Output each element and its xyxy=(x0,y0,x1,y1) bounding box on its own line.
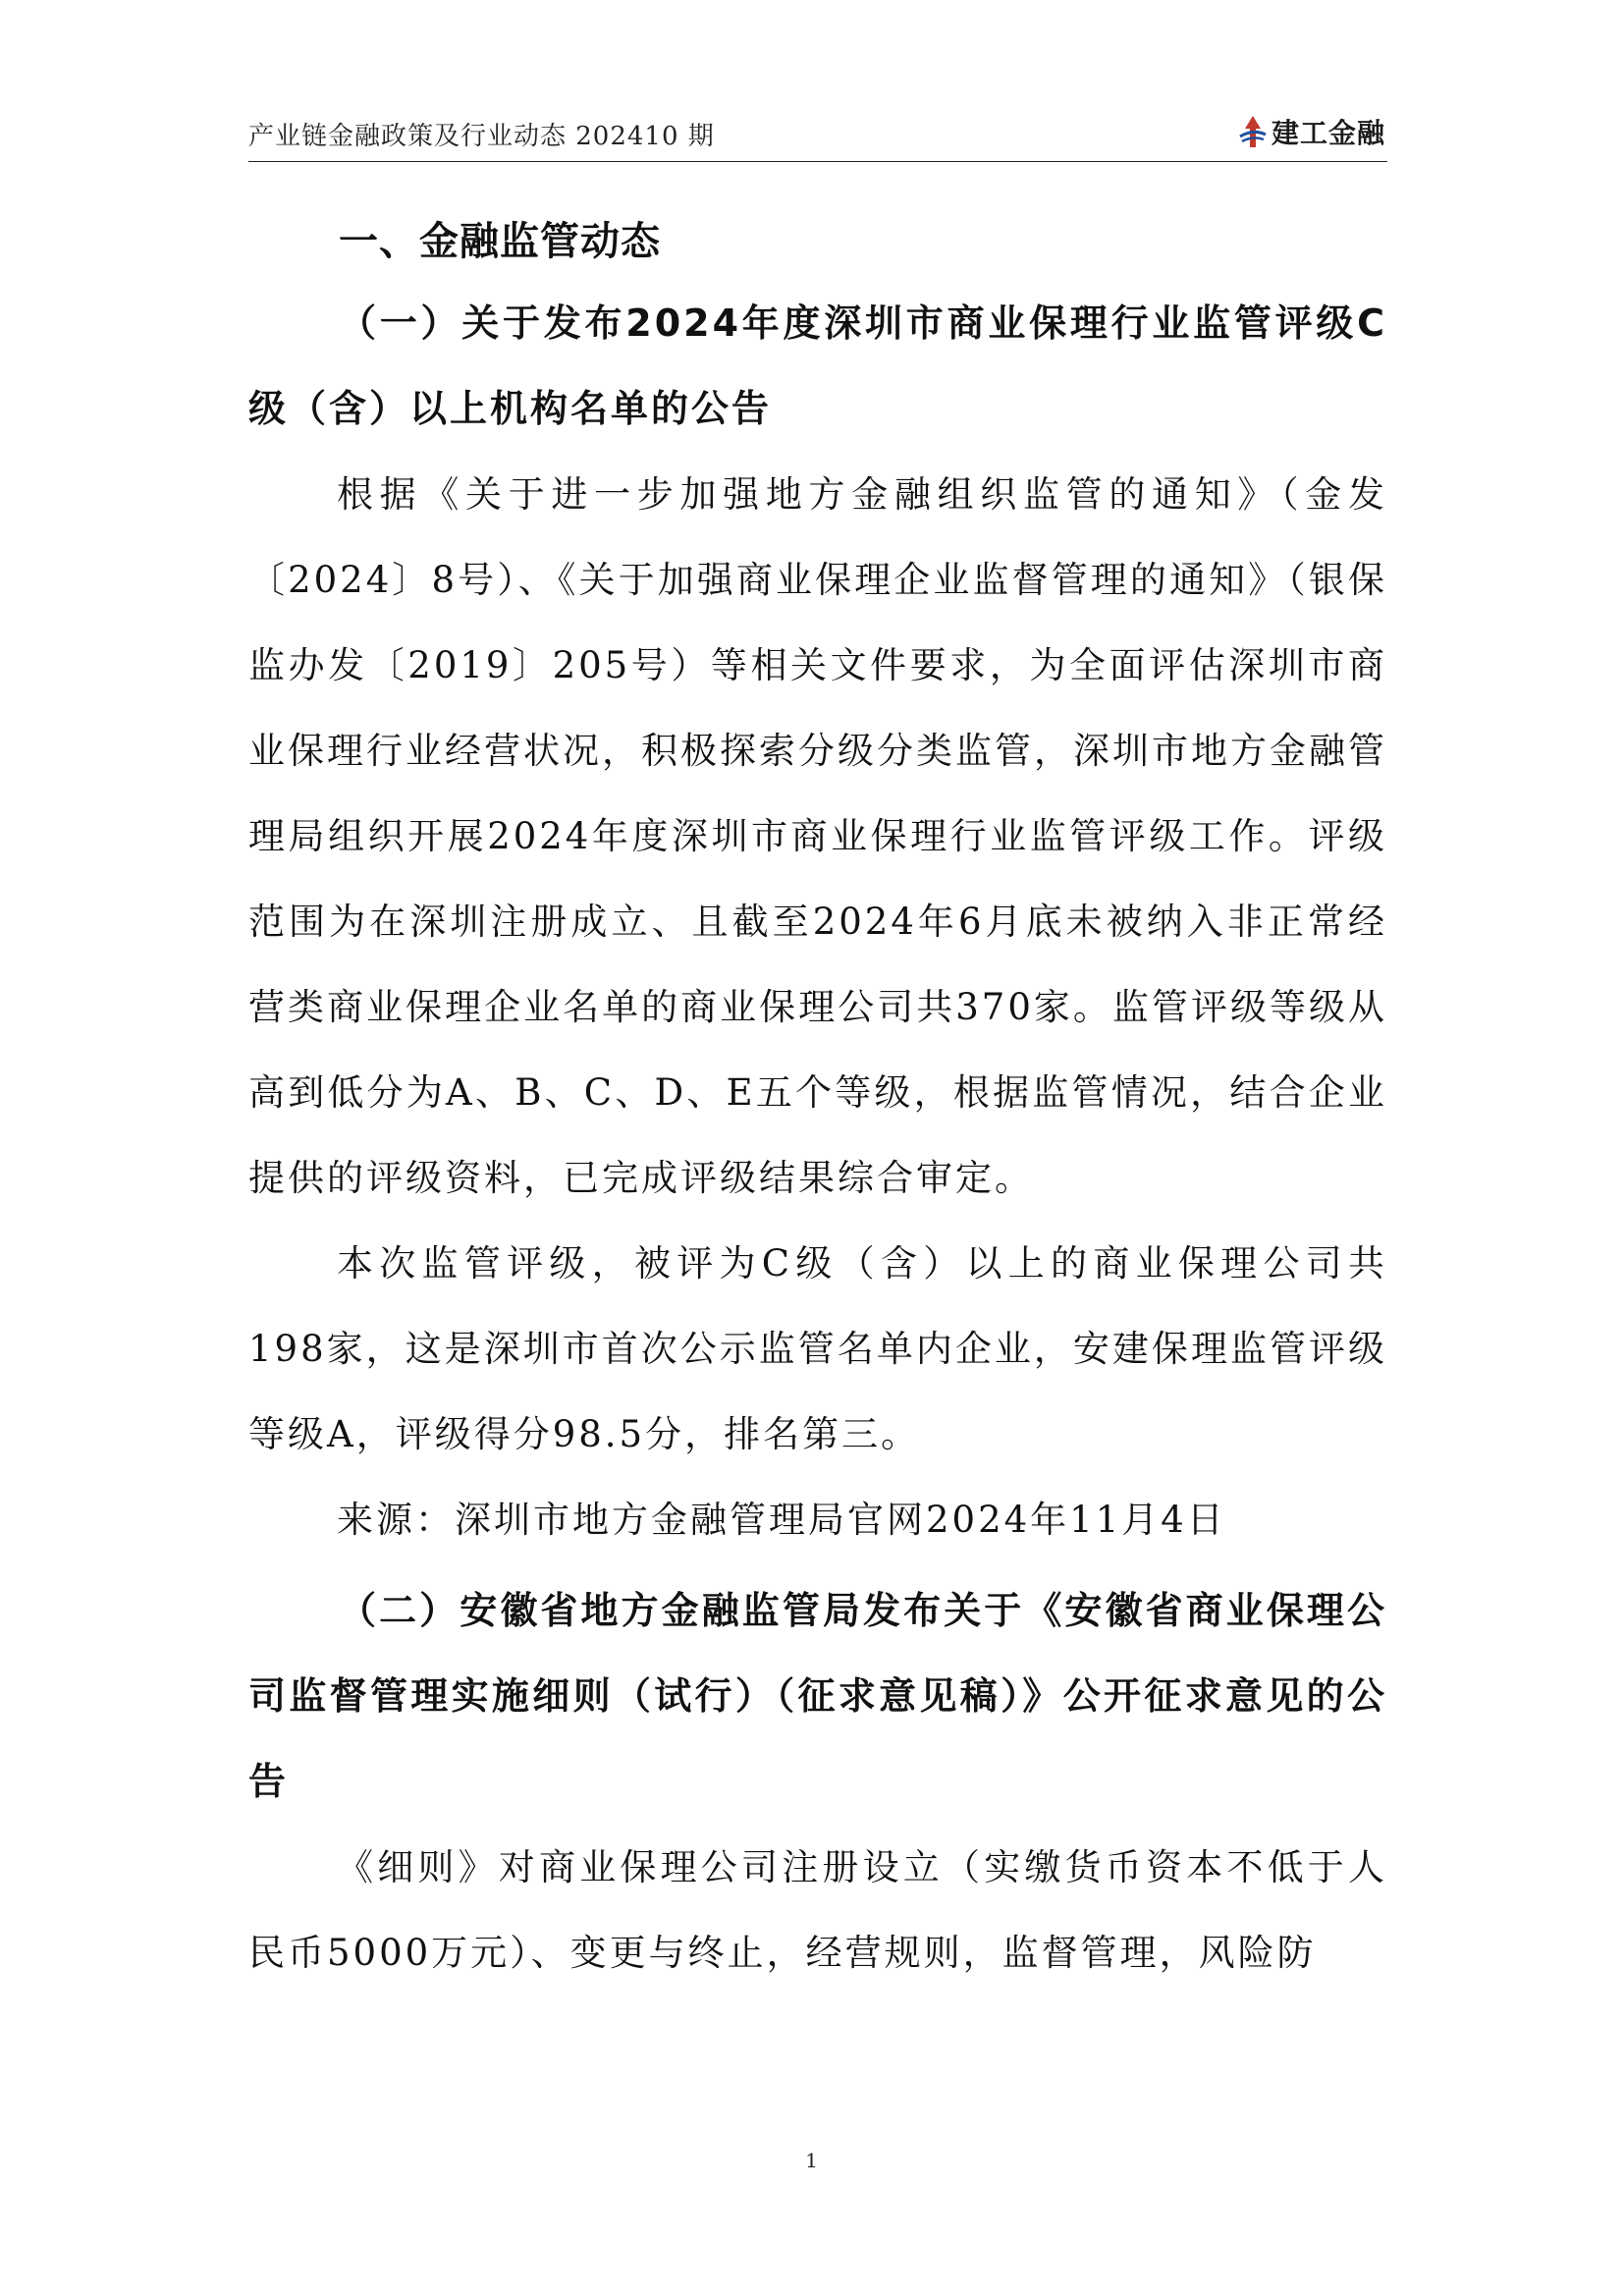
article-1-paragraph-1: 根据《关于进一步加强地方金融组织监管的通知》（金发〔2024〕8号）、《关于加强商业保理企业监督管理的通知》（银保监办发〔2019〕205号）等相关文件要求，为全面评估深圳市商业保理行业经营状况，积极探索分级分类监管，深圳市地方金融管理局组织开展2024年度深圳市商业保理行业监管评级工作。评级范围为在深圳注册成立、且截至2024年6月底未被纳入非正常经营类商业保理企业名单的商业保理公司共370家。监管评级等级从高到低分为A、B、C、D、E五个等级，根据监管情况，结合企业提供的评级资料，已完成评级结果综合审定。 xyxy=(248,473,1387,1199)
document-body xyxy=(248,208,1387,1995)
header-brand-name: 建工金融 xyxy=(1271,117,1385,149)
page-number: 1 xyxy=(805,2149,818,2172)
header-brand-group xyxy=(1238,112,1385,151)
section-title: 一、金融监管动态 xyxy=(339,219,661,264)
article-2-title: （二）安徽省地方金融监管局发布关于《安徽省商业保理公司监督管理实施细则（试行）（征求意见稿）》公开征求意见的公告 xyxy=(248,1589,1387,1803)
article-1-source: 来源：深圳市地方金融管理局官网2024年11月4日 xyxy=(337,1499,1226,1541)
header-publication-title: 产业链金融政策及行业动态 202410 期 xyxy=(248,122,715,151)
article-1-title: （一）关于发布2024年度深圳市商业保理行业监管评级C级（含）以上机构名单的公告 xyxy=(248,301,1387,430)
article-2-paragraph-1: 《细则》对商业保理公司注册设立（实缴货币资本不低于人民币5000万元）、变更与终止，经营规则，监督管理，风险防 xyxy=(248,1846,1387,1974)
company-logo-icon xyxy=(1238,115,1268,148)
article-1-paragraph-2: 本次监管评级，被评为C级（含）以上的商业保理公司共198家，这是深圳市首次公示监管名单内企业，安建保理监管评级等级A，评级得分98.5分，排名第三。 xyxy=(248,1242,1387,1455)
page-header xyxy=(248,110,1387,162)
